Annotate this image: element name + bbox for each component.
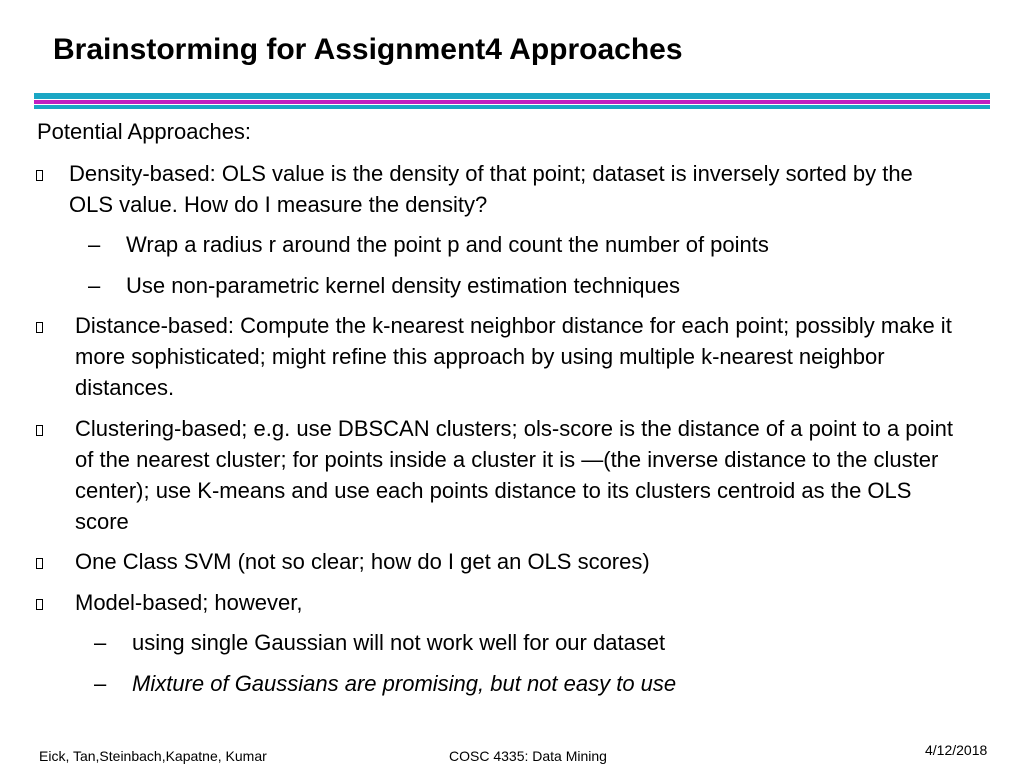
square-bullet-icon (36, 170, 43, 181)
footer-course: COSC 4335: Data Mining (449, 748, 607, 764)
square-bullet-icon (36, 425, 43, 436)
title-rule-top (34, 93, 990, 99)
bullet-text: Clustering-based; e.g. use DBSCAN clusters; ols-score is the distance of a point to a point of the nearest cluster; for points inside a cluster it is —(the inverse distance to the cluster center); use K-means and use each points distance to its clusters centroid as the OLS score (75, 416, 953, 534)
square-bullet-icon (36, 322, 43, 333)
subbullet-radius (88, 229, 769, 260)
slide-title: Brainstorming for Assignment4 Approaches (53, 33, 683, 66)
square-bullet-icon (36, 558, 43, 569)
bullet-text: Density-based: OLS value is the density of that point; dataset is inversely sorted by the OLS value. How do I measure the density? (69, 161, 913, 217)
dash-marker: – (88, 273, 101, 298)
square-bullet-icon (36, 599, 43, 610)
dash-marker: – (88, 232, 101, 257)
bullet-text: One Class SVM (not so clear; how do I get an OLS scores) (75, 549, 650, 574)
subbullet-kernel (88, 270, 680, 301)
subbullet-text: Wrap a radius r around the point p and count the number of points (126, 232, 769, 257)
bullet-model-based (75, 587, 955, 618)
footer-authors: Eick, Tan,Steinbach,Kapatne, Kumar (39, 748, 267, 764)
dash-marker: – (94, 630, 107, 655)
subbullet-mixture-gaussians (94, 668, 677, 699)
subbullet-text: using single Gaussian will not work well for our dataset (132, 630, 666, 655)
bullet-density-based (69, 158, 949, 220)
subbullet-text: Use non-parametric kernel density estimation techniques (126, 273, 680, 298)
bullet-text: Model-based; however, (75, 590, 303, 615)
subbullet-single-gaussian (94, 627, 666, 658)
bullet-distance-based (75, 310, 955, 403)
section-heading: Potential Approaches: (37, 119, 252, 144)
title-rule-middle (34, 100, 990, 104)
subbullet-text: Mixture of Gaussians are promising, but not easy to use (132, 671, 677, 696)
footer-date: 4/12/2018 (925, 742, 988, 758)
bullet-clustering-based (75, 413, 955, 537)
bullet-text: Distance-based: Compute the k-nearest neighbor distance for each point; possibly make it more sophisticated; might refine this approach by using multiple k-nearest neighbor distances. (75, 313, 952, 400)
title-rule-bottom (34, 105, 990, 109)
dash-marker: – (94, 671, 107, 696)
bullet-one-class-svm (75, 546, 955, 577)
